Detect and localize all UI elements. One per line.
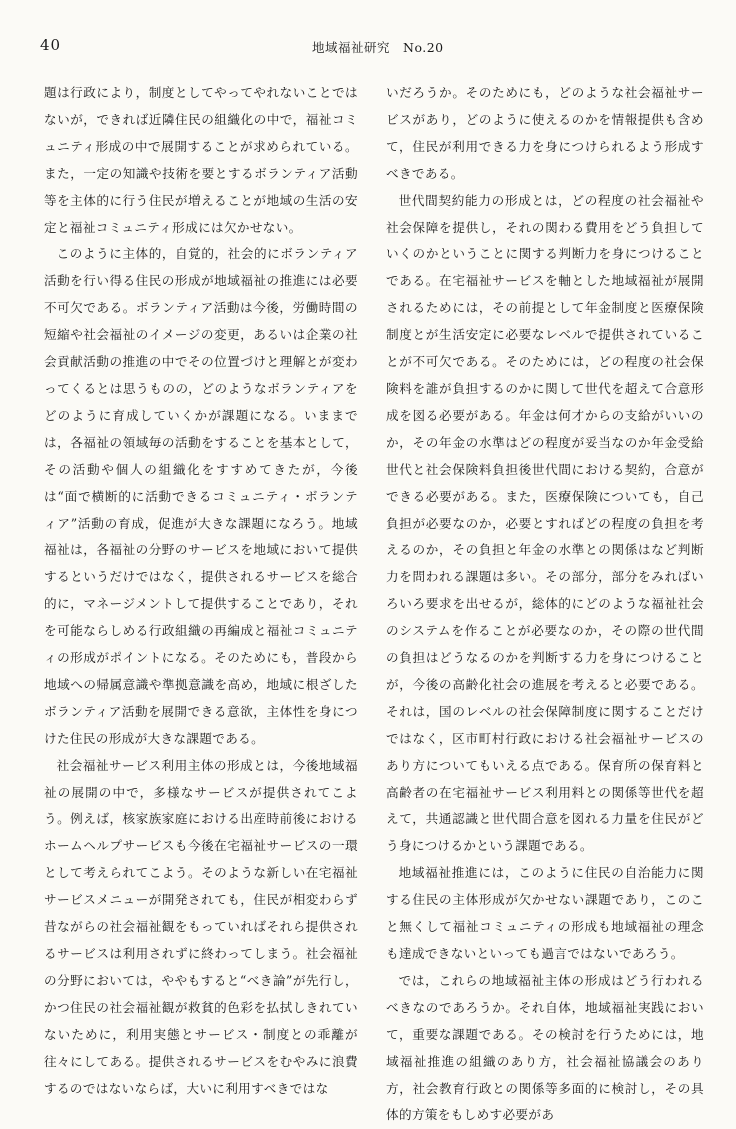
paragraph: 題は行政により，制度としてやってやれないことではないが，できれば近隣住民の組織化の中で，福祉コミュニティ形成の中で展開することが求められている。また，一定の知識や技術を要とするボランティア活動等を主体的に行う住民が増えることが地域の生活の安定と福祉コミュニティ形成には欠かせない。: [44, 85, 358, 235]
paragraph: このように主体的，自覚的，社会的にボランティア活動を行い得る住民の形成が地域福祉の推進には必要不可欠である。ボランティア活動は今後，労働時間の短縮や社会福祉のイメージの変更，あるいは企業の社会貢献活動の推進の中でその位置づけと理解とが変わってくるとは思うものの，どのようなボランティアをどのように育成していくかが課題になる。いままでは，各福祉の領域毎の活動をすることを基本として，その活動や個人の組織化をすすめてきたが，今後は“面で横断的に活動できるコミュニティ・ボランティア”活動の育成，促進が大きな課題になろう。地域福祉は，各福祉の分野のサービスを地域において提供するというだけではなく，提供されるサービスを総合的に，マネージメントして提供することであり，それを可能ならしめる行政組織の再編成と福祉コミュニティの形成がポイントになる。そのためにも，普段から地域への帰属意識や準拠意識を高め，地域に根ざしたボランティア活動を展開できる意欲，主体性を身につけた住民の形成が大きな課題である。: [44, 246, 358, 746]
right-column: [386, 80, 704, 1129]
paragraph: 社会福祉サービス利用主体の形成とは，今後地域福祉の展開の中で，多様なサービスが提供されてこよう。例えば，核家族家庭における出産時前後におけるホームヘルプサービスも今後在宅福祉サービスの一環として考えられてこよう。そのような新しい在宅福祉サービスメニューが開発されても，住民が相変わらず昔ながらの社会福祉観をもっていればそれら提供されるサービスは利用されずに終わってしまう。社会福祉の分野においては，ややもすると“べき論”が先行し，かつ住民の社会福祉観が救貧的色彩を払拭しきれていないために，利用実態とサービス・制度との乖離が往々にしてある。提供されるサービスをむやみに浪費するのではないならば，大いに利用すべきではな: [44, 757, 358, 1096]
paragraph: いだろうか。そのためにも，どのような社会福祉サービスがあり，どのように使えるのかを情報提供も含めて，住民が利用できる力を身につけられるよう形成すべきである。: [386, 85, 704, 181]
running-head: 地域福祉研究 No.20: [312, 40, 444, 55]
paragraph: 地域福祉推進には，このように住民の自治能力に関する住民の主体形成が欠かせない課題であり，このこと無くして福祉コミュニティの形成も地域福祉の理念も達成できないといっても過言ではないであろう。: [386, 865, 704, 961]
page-number: 40: [40, 36, 62, 54]
left-column: [44, 80, 358, 1102]
paragraph: 世代間契約能力の形成とは，どの程度の社会福祉や社会保障を提供し，それの関わる費用をどう負担していくのかということに関する判断力を身につけることである。在宅福祉サービスを軸とした地域福祉が展開されるためには，その前提として年金制度と医療保険制度とが生活安定に必要なレベルで提供されていることが不可欠である。そのためには，どの程度の社会保険料を誰が負担するのかに関して世代を超えて合意形成を図る必要がある。年金は何才からの支給がいいのか，その年金の水準はどの程度が妥当なのか年金受給世代と社会保険料負担後世代間における契約，合意ができる必要がある。また，医療保険についても，自己負担が必要なのか，必要とすればどの程度の負担を考えるのか，その負担と年金の水準との関係はなど判断力を問われる課題は多い。その部分，部分をみればいろいろ要求を出せるが，総体的にどのような福祉社会のシステムを作ることが必要なのか，その際の世代間の負担はどうなるのかを判断する力を身につけることが，今後の高齢化社会の進展を考えると必要である。それは，国のレベルの社会保障制度に関することだけではなく，区市町村行政における社会福祉サービスのあり方についてもいえる点である。保育所の保育料と高齢者の在宅福祉サービス利用料との関係等世代を超えて，共通認識と世代間合意を図れる力量を住民がどう身につけるかという課題である。: [386, 192, 704, 854]
paragraph: では，これらの地域福祉主体の形成はどう行われるべきなのであろうか。それ自体，地域福祉実践において，重要な課題である。その検討を行うためには，地域福祉推進の組織のあり方，社会福祉協議会のあり方，社会教育行政との関係等多面的に検討し，その具体的方策をもしめす必要があ: [386, 972, 704, 1123]
